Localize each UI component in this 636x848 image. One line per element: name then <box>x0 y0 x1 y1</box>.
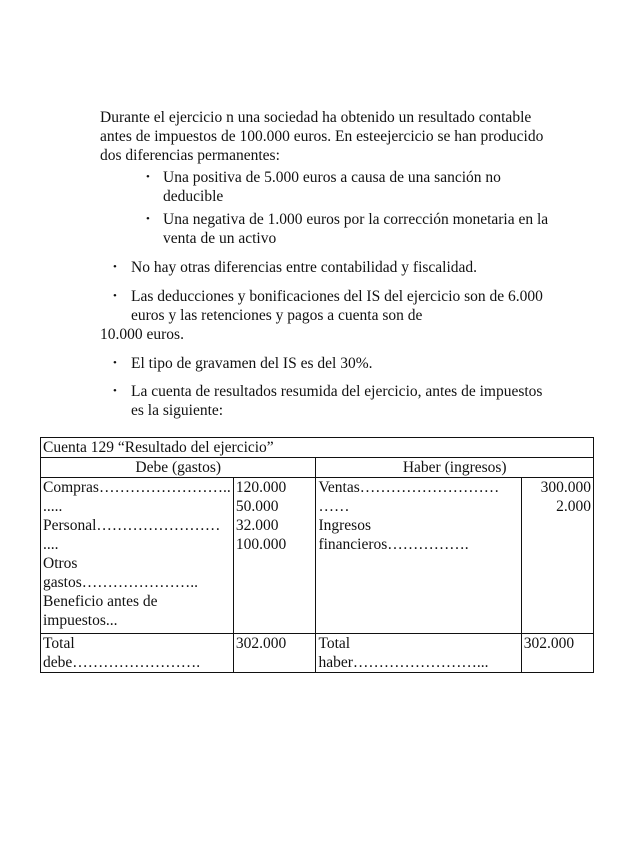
sub-item-text: Una positiva de 5.000 euros a causa de una sanción no deducible <box>163 169 501 205</box>
debe-concepts <box>41 478 234 634</box>
list-item <box>100 258 550 277</box>
sub-item-1 <box>146 168 556 206</box>
total-haber-label <box>316 634 521 673</box>
debe-amount: 120.000 <box>235 479 287 496</box>
table-row <box>41 478 594 634</box>
haber-concept: Ventas……………………… <box>318 479 500 496</box>
haber-concept: financieros……………. <box>318 536 469 553</box>
bullet-icon: • <box>146 171 150 183</box>
haber-amount: 300.000 <box>540 479 591 496</box>
list-item <box>100 382 550 420</box>
bullet-icon: • <box>113 290 117 302</box>
total-debe-value: 302.000 <box>233 634 316 673</box>
list-item-text: La cuenta de resultados resumida del ejercicio, antes de impuestos es la siguiente: <box>131 383 543 419</box>
total-debe-text: Total <box>43 635 75 652</box>
total-debe-label <box>41 634 234 673</box>
bullet-icon: • <box>113 261 117 273</box>
debe-concept: Personal…………………… <box>43 517 221 534</box>
debe-header: Debe (gastos) <box>41 458 316 478</box>
list-item <box>100 354 550 373</box>
table-title: Cuenta 129 “Resultado del ejercicio” <box>41 438 594 458</box>
haber-concept: Ingresos <box>318 517 371 534</box>
list-item-text: No hay otras diferencias entre contabilidad y fiscalidad. <box>131 259 478 276</box>
debe-amount: 100.000 <box>235 536 287 553</box>
debe-concept: ..... <box>43 498 63 515</box>
bullet-icon: • <box>113 385 117 397</box>
debe-amount: 32.000 <box>235 517 279 534</box>
haber-concepts <box>316 478 521 634</box>
total-haber-value: 302.000 <box>521 634 593 673</box>
debe-concept: Beneficio antes de <box>43 593 158 610</box>
haber-concept: …… <box>318 498 350 515</box>
debe-amount: 50.000 <box>235 498 279 515</box>
total-haber-text: Total <box>318 635 351 652</box>
debe-concept: Compras…………………….. <box>43 479 231 496</box>
table-total-row <box>41 634 594 673</box>
debe-concept: impuestos... <box>43 612 118 629</box>
list-item-text: El tipo de gravamen del IS es del 30%. <box>131 355 373 372</box>
bullet-icon: • <box>146 213 150 225</box>
debe-concept: Otros <box>43 555 78 572</box>
intro-paragraph: Durante el ejercicio n una sociedad ha obtenido un resultado contable antes de impuestos de 100.000 euros. En esteejercicio se han producido dos diferencias permanentes: <box>100 109 544 164</box>
haber-amounts <box>521 478 593 634</box>
debe-concept: gastos………………….. <box>43 574 198 591</box>
debe-amounts <box>233 478 316 634</box>
sub-item-text: Una negativa de 1.000 euros por la corrección monetaria en la venta de un activo <box>163 211 549 247</box>
haber-header: Haber (ingresos) <box>316 458 594 478</box>
bullet-icon: • <box>113 357 117 369</box>
total-debe-text: debe……………………. <box>43 654 201 671</box>
table-title-row <box>41 438 594 458</box>
sub-item-2 <box>146 210 556 248</box>
total-haber-text: haber……………………... <box>318 654 489 671</box>
list-item <box>100 287 550 344</box>
list-item-continuation: 10.000 euros. <box>100 326 184 343</box>
table-header-row <box>41 458 594 478</box>
account-table <box>40 437 594 673</box>
haber-amount: 2.000 <box>556 498 591 515</box>
list-item-text: Las deducciones y bonificaciones del IS del ejercicio son de 6.000 euros y las retenciones y pagos a cuenta son de <box>131 288 543 324</box>
debe-concept: .... <box>43 536 59 553</box>
